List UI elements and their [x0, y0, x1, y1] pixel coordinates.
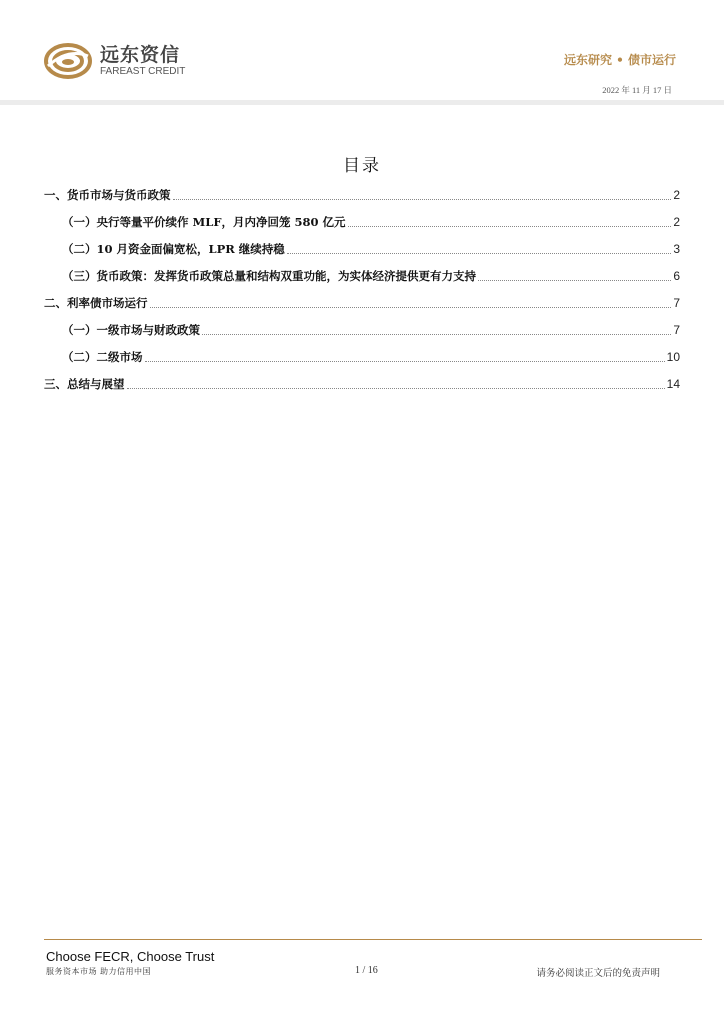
logo-english-name: FAREAST CREDIT	[100, 65, 186, 77]
report-date: 2022 年 11 月 17 日	[602, 85, 672, 95]
toc-entry[interactable]	[44, 289, 680, 316]
toc-entry-text: （一）央行等量平价续作 MLF，月内净回笼 580 亿元	[62, 214, 346, 229]
report-section-label: 远东研究 • 债市运行	[563, 53, 676, 67]
toc-entry-text: （三）货币政策：发挥货币政策总量和结构双重功能，为实体经济提供更有力支持	[62, 268, 476, 283]
footer-divider	[44, 939, 702, 940]
toc-leader-dots	[145, 352, 665, 362]
toc-entry-page: 6	[673, 268, 680, 283]
toc-entry[interactable]	[44, 235, 680, 262]
footer-subslogan: 服务资本市场 助力信用中国	[46, 967, 152, 976]
toc-entry-text: 一、货币市场与货币政策	[44, 187, 171, 202]
table-of-contents	[44, 181, 680, 397]
toc-leader-dots	[127, 379, 665, 389]
toc-entry-page: 3	[673, 241, 680, 256]
toc-title: 目录	[343, 156, 381, 176]
toc-leader-dots	[348, 217, 672, 227]
page-number: 1 / 16	[355, 965, 378, 976]
toc-entry-page: 14	[666, 376, 680, 391]
toc-entry-text: 三、总结与展望	[44, 376, 125, 391]
toc-entry[interactable]	[44, 316, 680, 343]
logo-chinese-name: 远东资信	[100, 43, 181, 66]
toc-entry-page: 7	[673, 295, 680, 310]
toc-entry-page: 7	[673, 322, 680, 337]
toc-entry[interactable]	[44, 208, 680, 235]
toc-entry-text: 二、利率债市场运行	[44, 295, 148, 310]
footer-disclaimer: 请务必阅读正文后的免责声明	[536, 968, 660, 979]
toc-leader-dots	[150, 298, 672, 308]
toc-leader-dots	[202, 325, 671, 335]
toc-entry-text: （二）二级市场	[62, 349, 143, 364]
toc-leader-dots	[173, 190, 672, 200]
toc-entry[interactable]	[44, 343, 680, 370]
toc-entry[interactable]	[44, 181, 680, 208]
toc-entry-page: 2	[673, 187, 680, 202]
toc-leader-dots	[287, 244, 672, 254]
toc-entry[interactable]	[44, 370, 680, 397]
toc-entry-page: 2	[673, 214, 680, 229]
company-logo	[44, 42, 185, 80]
toc-entry[interactable]	[44, 262, 680, 289]
toc-entry-text: （二）10 月资金面偏宽松，LPR 继续持稳	[62, 241, 285, 256]
footer-slogan: Choose FECR, Choose Trust	[46, 949, 215, 964]
toc-entry-page: 10	[666, 349, 680, 364]
header-divider	[0, 100, 724, 105]
toc-entry-text: （一）一级市场与财政政策	[62, 322, 200, 337]
fareast-logo-icon	[44, 42, 92, 80]
toc-leader-dots	[478, 271, 671, 281]
